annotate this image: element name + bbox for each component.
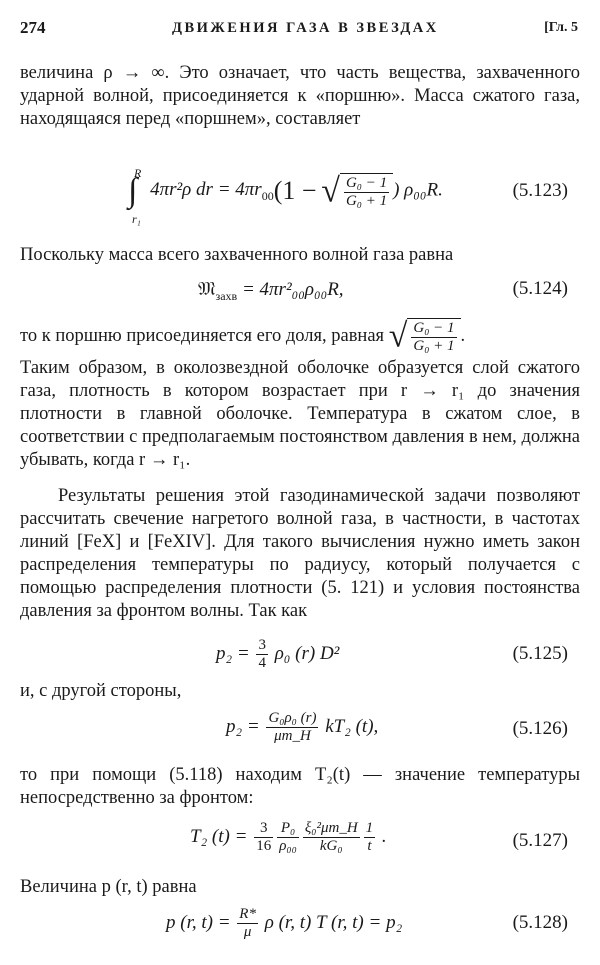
paragraph-2: Поскольку масса всего захваченного волной газа равна xyxy=(20,245,454,265)
paragraph-4: Результаты решения этой газодинамической задачи позволяют рассчитать свечение нагретого волной газа, в частности, в частотах линий [FeX] и [FeXIV]. Для такого вычисления нужно иметь закон распределения температуры по радиусу, который получается с помощью распределения плотности (5. 121) и условия постоянства давления за фронтом волны. Так как xyxy=(20,486,580,621)
eq128-rhs: ρ (r, t) T (r, t) = p₂ xyxy=(259,911,403,933)
eq126-label: (5.126) xyxy=(512,718,568,739)
eq126-den: μm_H xyxy=(274,728,311,744)
eq127-f3-num: ξ₀²μm_H xyxy=(304,820,358,836)
eq127-f3-den: kG₀ xyxy=(319,838,343,854)
eq123-den: G₀ + 1 xyxy=(345,192,388,209)
equation-5-124 xyxy=(20,276,580,316)
eq125-den: 4 xyxy=(258,655,266,671)
eq124-label: (5.124) xyxy=(512,278,568,299)
eq126-rhs: kT₂ (t), xyxy=(320,715,379,737)
paragraph-3: Таким образом, в околозвездной оболочке образуется слой сжатого газа, плотность в котором возрастает при r → r₁ до значения плотности в главной оболочке. Температура в сжатом слое, в соответствии с предполагаемым постоянством давления в нем, должна убывать, когда r → r₁. xyxy=(20,358,580,470)
page-number: 274 xyxy=(20,18,46,37)
equation-5-128 xyxy=(20,902,580,952)
eq124-lhs: 𝔐 xyxy=(198,278,216,300)
running-title: ДВИЖЕНИЯ ГАЗА В ЗВЕЗДАХ xyxy=(172,20,439,36)
eq123-num: G₀ − 1 xyxy=(345,174,388,191)
eq127-end: . xyxy=(377,825,387,847)
eq127-label: (5.127) xyxy=(512,830,568,851)
p3-text: то к поршню присоединяется его доля, равная xyxy=(20,325,385,346)
eq125-rhs: ρ₀ (r) D² xyxy=(269,642,340,664)
eq128-lhs: p (r, t) = xyxy=(166,911,236,933)
p3-num: G₀ − 1 xyxy=(413,320,455,336)
eq123-r-sub: 00 xyxy=(261,189,274,204)
eq124-sub: захв xyxy=(215,288,238,303)
integral-sign: ∫ xyxy=(128,172,138,209)
eq125-lhs: p₂ = xyxy=(216,642,255,664)
eq127-f2-den: ρ₀₀ xyxy=(279,838,297,854)
eq127-f1-den: 16 xyxy=(256,838,272,854)
equation-5-127 xyxy=(20,814,580,864)
p3-sqrt: √ $\frac{\text{G₀ − 1}}{\text{G₀ + 1}}$ xyxy=(389,318,461,355)
eq126-num: G₀ρ₀ (r) xyxy=(268,710,317,726)
eq123-label: (5.123) xyxy=(512,180,568,201)
chapter-marker: [Гл. 5 xyxy=(544,20,578,35)
eq128-num: R* xyxy=(239,906,256,922)
eq125-label: (5.125) xyxy=(512,643,568,664)
eq126-lhs: p₂ = xyxy=(226,715,265,737)
eq127-f2-num: P₀ xyxy=(277,820,299,838)
p3-den: G₀ + 1 xyxy=(413,338,455,354)
eq124-rhs: = 4πr²₀₀ρ₀₀R, xyxy=(237,279,344,300)
equation-5-126 xyxy=(20,704,580,748)
integral-upper-limit: R xyxy=(134,166,142,180)
eq128-label: (5.128) xyxy=(512,912,568,933)
eq128-den: μ xyxy=(243,924,252,940)
eq123-lhs: 4πr²ρ dr = 4πr xyxy=(150,179,262,201)
eq127-f4-num: 1 xyxy=(365,820,374,836)
eq123-sqrt: √ $\frac{\text{G₀ − 1}}{\text{G₀ + 1}}$ xyxy=(321,173,393,210)
paragraph-3-line: то к поршню присоединяется его доля, равная √ $\frac{\text{G₀ − 1}}{\text{G₀ + 1}}$ . xyxy=(20,317,466,355)
equation-5-123 xyxy=(20,166,580,226)
eq123-mid: (1 − xyxy=(273,176,317,205)
paragraph-7: Величина p (r, t) равна xyxy=(20,877,197,897)
eq127-f1-num: 3 xyxy=(254,820,273,838)
paragraph-5: и, с другой стороны, xyxy=(20,681,182,701)
equation-5-125 xyxy=(20,633,580,673)
eq127-f4-den: t xyxy=(367,838,372,854)
paragraph-1: величина ρ → ∞. Это означает, что часть вещества, захваченного ударной волной, присоединяется к «поршню». Масса сжатого газа, находящаяся перед «поршнем», составляет xyxy=(20,63,580,129)
eq123-tail: ) ρ₀₀R. xyxy=(393,179,443,201)
paragraph-6: то при помощи (5.118) находим T₂(t) — значение температуры непосредственно за фронтом: xyxy=(20,765,580,808)
integral-lower-limit: r₁ xyxy=(132,212,141,226)
eq127-lhs: T₂ (t) = xyxy=(190,825,253,847)
eq125-num: 3 xyxy=(258,637,266,653)
